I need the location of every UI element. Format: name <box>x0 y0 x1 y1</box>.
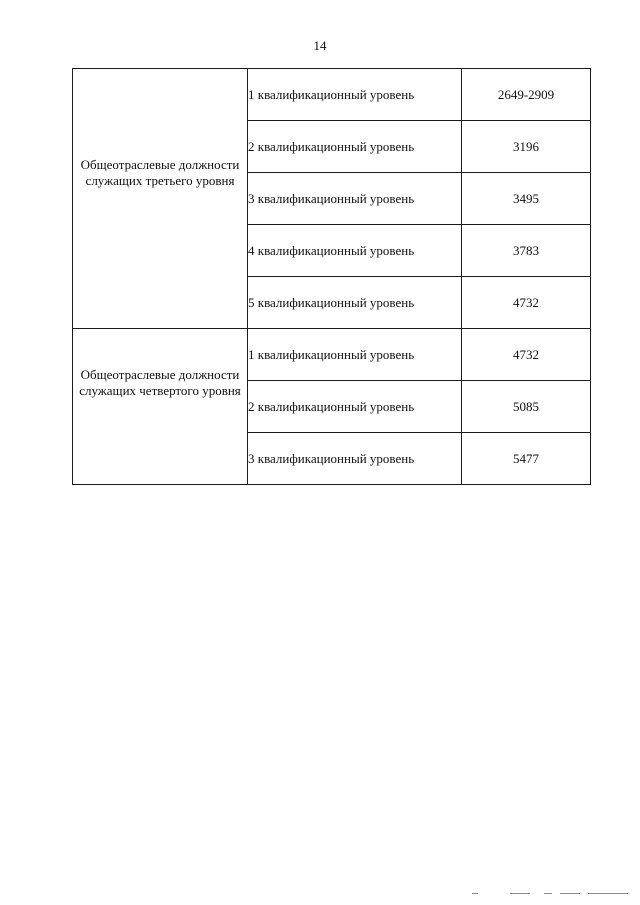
scan-artifact <box>472 893 478 894</box>
qualification-level-cell: 1 квалификационный уровень <box>248 329 462 381</box>
amount-cell: 5477 <box>462 433 591 485</box>
group-name-fourth-level: Общеотраслевые должности служащих четвертого уровня <box>73 329 248 485</box>
qualification-level-cell: 2 квалификационный уровень <box>248 121 462 173</box>
amount-cell: 3196 <box>462 121 591 173</box>
scan-artifact <box>560 893 580 894</box>
amount-cell: 3495 <box>462 173 591 225</box>
qualification-level-cell: 3 квалификационный уровень <box>248 433 462 485</box>
scan-artifact <box>510 893 530 894</box>
page-number: 14 <box>313 38 327 53</box>
amount-cell: 2649-2909 <box>462 69 591 121</box>
salary-table <box>72 68 591 485</box>
qualification-level-cell: 1 квалификационный уровень <box>248 69 462 121</box>
amount-cell: 3783 <box>462 225 591 277</box>
amount-cell: 5085 <box>462 381 591 433</box>
qualification-level-cell: 2 квалификационный уровень <box>248 381 462 433</box>
table-row <box>73 69 591 121</box>
group-name-third-level: Общеотраслевые должности служащих третьего уровня <box>73 69 248 329</box>
amount-cell: 4732 <box>462 277 591 329</box>
qualification-level-cell: 4 квалификационный уровень <box>248 225 462 277</box>
qualification-level-cell: 3 квалификационный уровень <box>248 173 462 225</box>
scan-artifact <box>544 893 552 894</box>
amount-cell: 4732 <box>462 329 591 381</box>
qualification-level-cell: 5 квалификационный уровень <box>248 277 462 329</box>
table-row <box>73 329 591 381</box>
scan-artifact <box>588 893 628 894</box>
